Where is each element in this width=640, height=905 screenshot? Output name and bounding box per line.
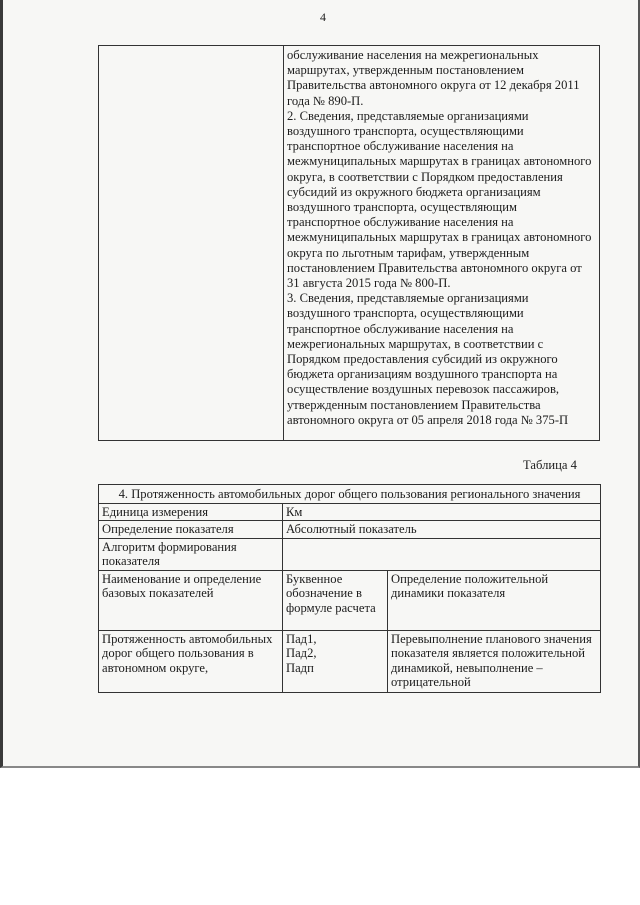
table-row xyxy=(99,521,601,539)
table-caption: Таблица 4 xyxy=(523,458,577,472)
table-header-row xyxy=(99,570,601,630)
table-row xyxy=(99,503,601,521)
data-col2 xyxy=(283,630,388,692)
paragraph-2: 2. Сведения, представляемые организациями воздушного транспорта, осуществляющими транспортное обслуживание населения на межмуниципальных маршрутах в границах автономного округа, в соответствии с Порядком предоставления субсидий из окружного бюджета организациям воздушного транспорта, осуществляющим транспортное обслуживание населения на межмуниципальных маршрутах в границах автономного округа по льготным тарифам, утвержденным постановлением Правительства автономного округа от 31 августа 2015 года № 800-П. xyxy=(287,108,592,291)
definition-label: Определение показателя xyxy=(99,521,283,539)
unit-label: Единица измерения xyxy=(99,503,283,521)
algorithm-value xyxy=(283,538,601,570)
definition-value: Абсолютный показатель xyxy=(283,521,601,539)
header-col3: Определение положительной динамики показателя xyxy=(388,570,601,630)
page-number: 4 xyxy=(320,10,326,24)
table-continued-left-cell xyxy=(99,46,284,440)
data-col3: Перевыполнение планового значения показателя является положительной динамикой, невыполнение – отрицательной xyxy=(388,630,601,692)
table-row xyxy=(99,630,601,692)
unit-value: Км xyxy=(283,503,601,521)
table-title-row xyxy=(99,485,601,504)
formula-symbol: Падп xyxy=(286,660,314,675)
table-row xyxy=(99,538,601,570)
paragraph-1: обслуживание населения на межрегиональных маршрутах, утвержденным постановлением Правительства автономного округа от 12 декабря 2011 года № 890-П. xyxy=(287,48,580,108)
data-col1: Протяженность автомобильных дорог общего пользования в автономном округе, xyxy=(99,630,283,692)
table-4 xyxy=(98,484,601,693)
formula-symbol: Пад1, xyxy=(286,631,317,646)
paragraph-3: 3. Сведения, представляемые организациями воздушного транспорта, осуществляющими транспортное обслуживание населения на межрегиональных маршрутах, в соответствии с Порядком предоставления субсидий из окружного бюджета организациям воздушного транспорта на осуществление воздушных перевозок пассажиров, утвержденным постановлением Правительства автономного округа от 05 апреля 2018 года № 375-П xyxy=(287,291,569,427)
header-col2: Буквенное обозначение в формуле расчета xyxy=(283,570,388,630)
table-continued-right-cell xyxy=(284,46,599,440)
table-continued xyxy=(98,45,600,441)
table-title: 4. Протяженность автомобильных дорог общего пользования регионального значения xyxy=(99,485,601,504)
algorithm-label: Алгоритм формирования показателя xyxy=(99,538,283,570)
formula-symbol: Пад2, xyxy=(286,646,317,660)
header-col1: Наименование и определение базовых показателей xyxy=(99,570,283,630)
